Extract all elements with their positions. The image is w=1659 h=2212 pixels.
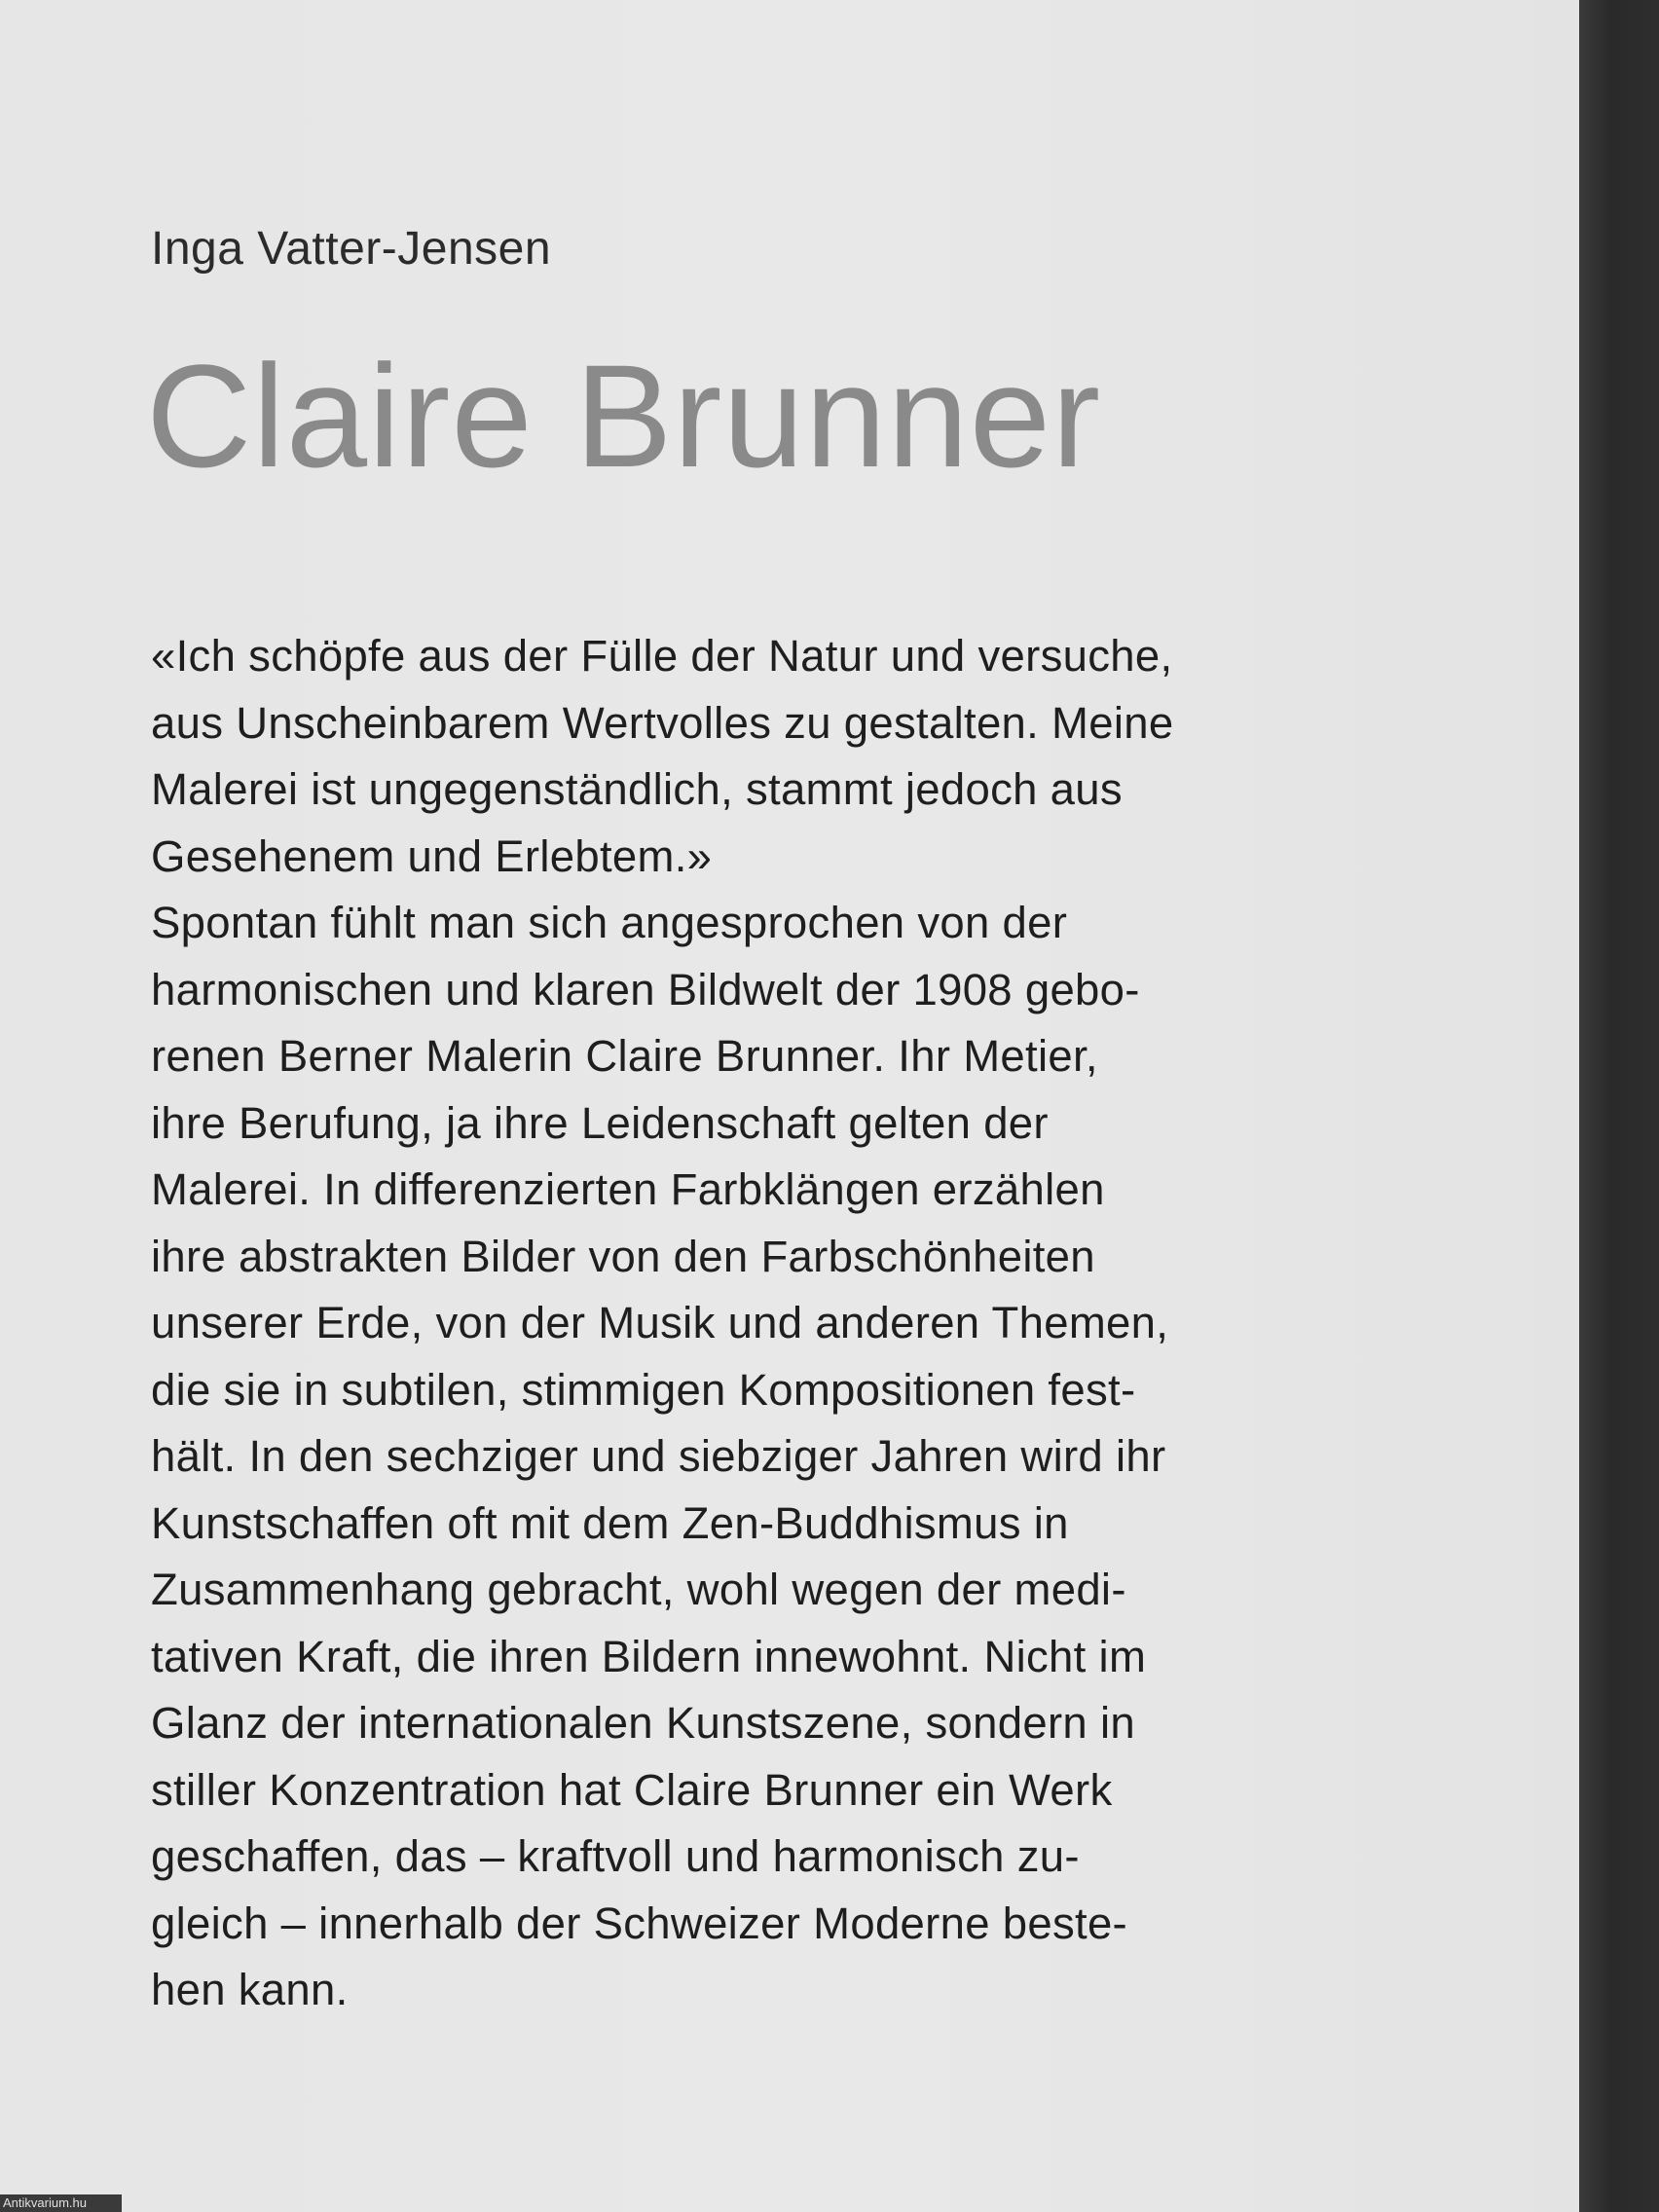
text-line: tativen Kraft, die ihren Bildern innewohnt. Nicht im [151, 1631, 1147, 1681]
text-line: Gesehenem und Erlebtem.» [151, 830, 713, 881]
text-line: Zusammenhang gebracht, wohl wegen der medi- [151, 1565, 1126, 1614]
text-line: Malerei ist ungegenständlich, stammt jedoch aus [151, 764, 1123, 814]
text-line: unserer Erde, von der Musik und anderen Themen, [151, 1298, 1169, 1347]
text-line: Malerei. In differenzierten Farbklängen erzählen [151, 1164, 1105, 1214]
text-line: gleich – innerhalb der Schweizer Moderne beste- [151, 1898, 1128, 1948]
text-line: renen Berner Malerin Claire Brunner. Ihr Metier, [151, 1031, 1098, 1081]
text-line: Kunstschaffen oft mit dem Zen-Buddhismus in [151, 1497, 1069, 1548]
text-line: geschaffen, das – kraftvoll und harmonisch zu- [151, 1831, 1080, 1881]
text-line: hen kann. [151, 1965, 349, 2014]
book-spine-shadow [1579, 0, 1659, 2212]
body-text [151, 623, 1368, 2024]
author-name: Inga Vatter-Jensen [151, 223, 552, 275]
text-line: «Ich schöpfe aus der Fülle der Natur und versuche, [151, 631, 1173, 681]
text-line: harmonischen und klaren Bildwelt der 1908 gebo- [151, 964, 1140, 1014]
text-line: hält. In den sechziger und siebziger Jahren wird ihr [151, 1431, 1166, 1481]
page-title: Claire Brunner [146, 334, 1102, 498]
text-line: stiller Konzentration hat Claire Brunner ein Werk [151, 1764, 1113, 1815]
text-line: Glanz der internationalen Kunstszene, sondern in [151, 1698, 1135, 1748]
watermark: Antikvarium.hu [0, 2194, 122, 2212]
text-line: Spontan fühlt man sich angesprochen von der [151, 898, 1068, 947]
text-line: ihre Berufung, ja ihre Leidenschaft gelten der [151, 1097, 1049, 1148]
text-line: ihre abstrakten Bilder von den Farbschönheiten [151, 1231, 1095, 1281]
text-line: aus Unscheinbarem Wertvolles zu gestalten. Meine [151, 697, 1174, 748]
text-line: die sie in subtilen, stimmigen Kompositionen fest- [151, 1364, 1136, 1415]
